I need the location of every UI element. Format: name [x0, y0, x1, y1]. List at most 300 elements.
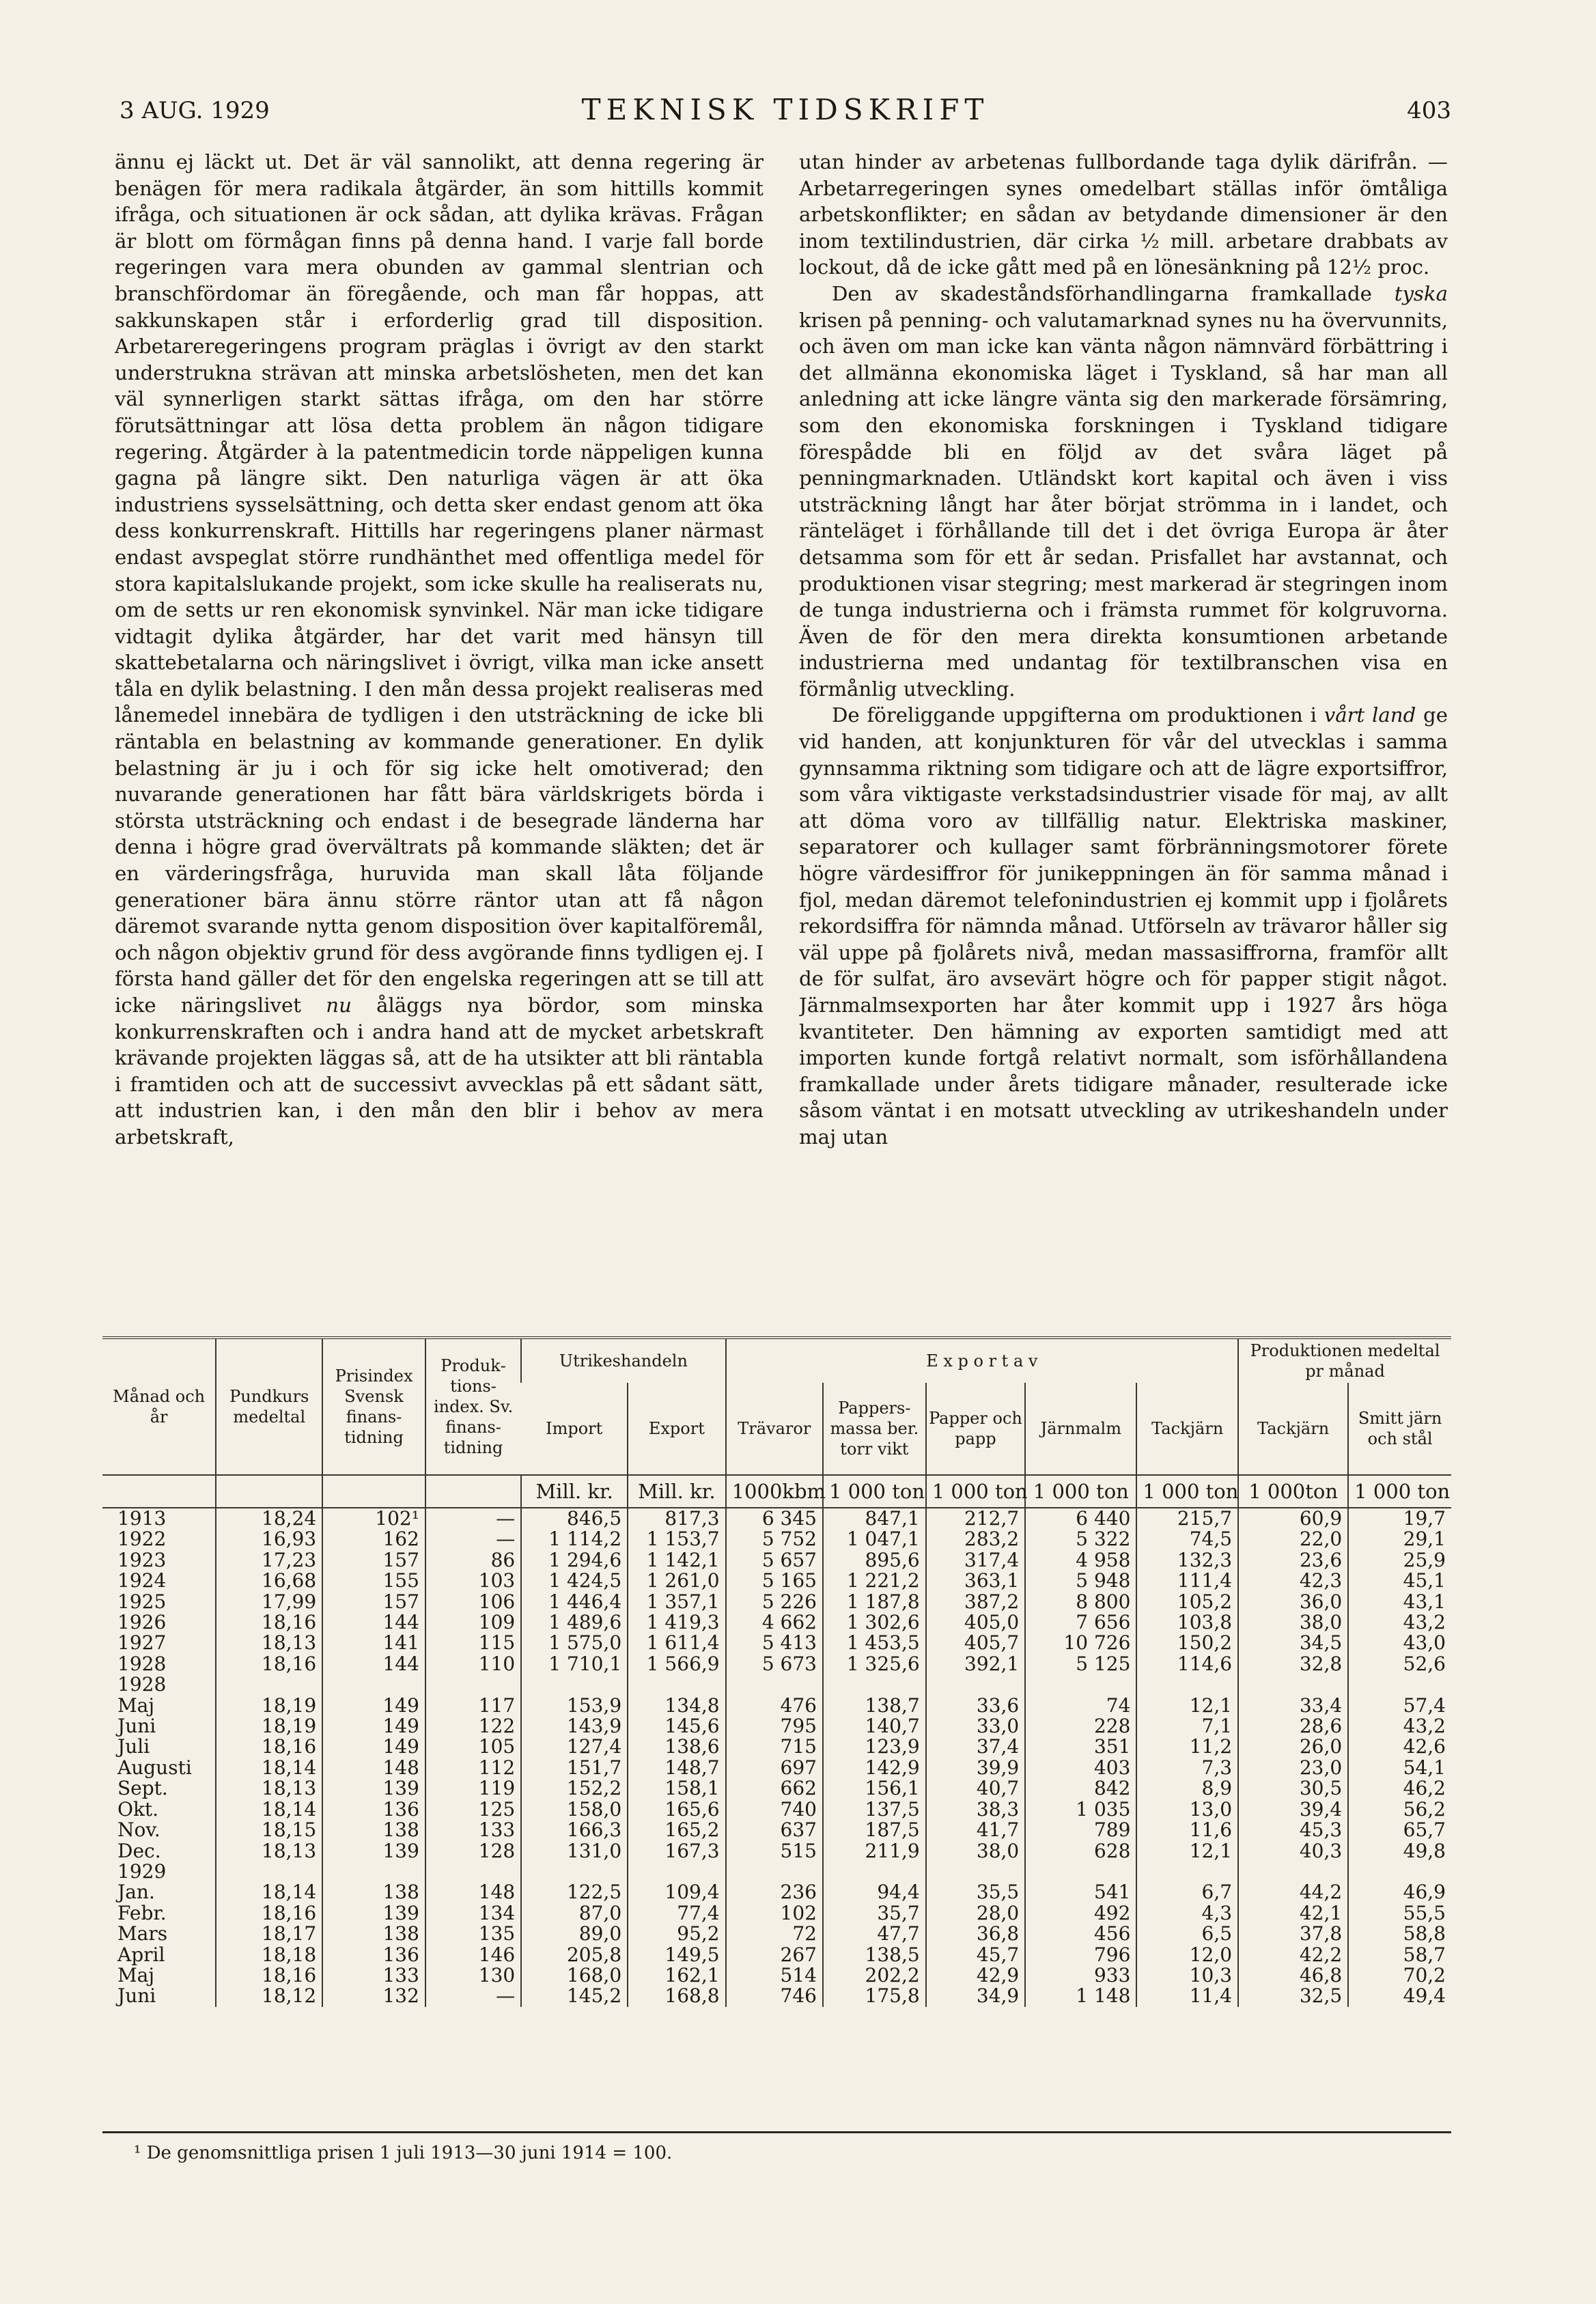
table-cell: 7,3 [1136, 1758, 1238, 1778]
table-cell: 110 [425, 1654, 521, 1674]
unit-cell [425, 1475, 521, 1508]
table-row [102, 1716, 1451, 1737]
table-body [102, 1475, 1451, 2007]
table-cell: 65,7 [1348, 1820, 1451, 1840]
table-cell: 162 [322, 1529, 425, 1549]
table-cell: 45,1 [1348, 1571, 1451, 1591]
table-cell: 7 656 [1025, 1612, 1136, 1633]
table-cell: 12,1 [1136, 1841, 1238, 1862]
table-cell: 403 [1025, 1758, 1136, 1778]
table-cell: 17,99 [216, 1592, 322, 1612]
table-cell: 42,1 [1238, 1903, 1348, 1924]
table-cell: 56,2 [1348, 1799, 1451, 1820]
row-label: 1928 [117, 1652, 167, 1675]
col-header-pundkurs: Pundkurs medeltal [216, 1339, 322, 1475]
table-cell: 18,14 [216, 1758, 322, 1778]
table-cell: 43,0 [1348, 1633, 1451, 1653]
table-cell: 43,2 [1348, 1716, 1451, 1737]
table-cell: 18,18 [216, 1945, 322, 1965]
table-cell: 228 [1025, 1716, 1136, 1737]
table-row [102, 1592, 1451, 1612]
table-cell: 18,24 [216, 1508, 322, 1529]
statistics-table-wrap [102, 1336, 1451, 2133]
right-p3-a: De föreliggande uppgifterna om produktionen i [832, 703, 1317, 727]
table-cell: 5 322 [1025, 1529, 1136, 1549]
table-cell: 33,0 [926, 1716, 1026, 1737]
table-cell: — [425, 1529, 521, 1549]
table-cell: 138,5 [823, 1945, 926, 1965]
row-label: Dec. [117, 1839, 161, 1862]
table-row [102, 1882, 1451, 1902]
table-cell [726, 1674, 823, 1695]
table-cell: 1 489,6 [521, 1612, 628, 1633]
table-cell: 137,5 [823, 1799, 926, 1820]
row-label: Augusti [117, 1756, 192, 1779]
table-cell: 45,7 [926, 1945, 1026, 1965]
table-cell: 54,1 [1348, 1758, 1451, 1778]
table-cell: 145,2 [521, 1986, 628, 2006]
table-cell [216, 1674, 322, 1695]
row-label: Febr. [117, 1901, 167, 1924]
table-cell: 1 142,1 [628, 1550, 725, 1571]
unit-cell: 1 000 ton [1136, 1475, 1238, 1508]
row-label: Mars [117, 1922, 168, 1945]
row-label: Jan. [117, 1881, 155, 1904]
table-cell: 387,2 [926, 1592, 1026, 1612]
table-cell: 23,0 [1238, 1758, 1348, 1778]
col-header-export-av: E x p o r t a v [726, 1339, 1238, 1383]
table-cell: 637 [726, 1820, 823, 1840]
table-cell: 18,16 [216, 1612, 322, 1633]
table-row [102, 1529, 1451, 1549]
table-cell: 8 800 [1025, 1592, 1136, 1612]
table-cell: 5 673 [726, 1654, 823, 1674]
table-cell: 142,9 [823, 1758, 926, 1778]
table-row [102, 1862, 1451, 1882]
row-label: 1924 [117, 1569, 167, 1592]
table-cell: 5 948 [1025, 1571, 1136, 1591]
table-cell: 102¹ [322, 1508, 425, 1529]
table-cell [322, 1862, 425, 1882]
row-label: 1927 [117, 1631, 167, 1655]
page-header [120, 93, 1451, 134]
table-cell: 41,7 [926, 1820, 1026, 1840]
table-cell: 1 575,0 [521, 1633, 628, 1653]
table-cell: 19,7 [1348, 1508, 1451, 1529]
table-cell: 114,6 [1136, 1654, 1238, 1674]
table-cell: 11,6 [1136, 1820, 1238, 1840]
table-cell [1348, 1674, 1451, 1695]
table-cell: 740 [726, 1799, 823, 1820]
table-cell [926, 1674, 1026, 1695]
table-cell: 33,4 [1238, 1696, 1348, 1716]
right-paragraph-3 [799, 702, 1448, 1150]
table-cell: — [425, 1508, 521, 1529]
row-label: Nov. [117, 1818, 160, 1842]
table-cell: 140,7 [823, 1716, 926, 1737]
table-cell: 26,0 [1238, 1737, 1348, 1757]
table-cell: 10 726 [1025, 1633, 1136, 1653]
right-p3-em: vårt land [1324, 703, 1416, 727]
table-cell: 12,1 [1136, 1696, 1238, 1716]
table-cell: 22,0 [1238, 1529, 1348, 1549]
table-cell: 4 958 [1025, 1550, 1136, 1571]
table-cell [1238, 1862, 1348, 1882]
table-cell: 49,4 [1348, 1986, 1451, 2006]
table-cell: 70,2 [1348, 1965, 1451, 1986]
table-cell [628, 1674, 725, 1695]
table-cell: 111,4 [1136, 1571, 1238, 1591]
table-cell: 57,4 [1348, 1696, 1451, 1716]
row-label: 1925 [117, 1590, 167, 1613]
table-cell: 117 [425, 1696, 521, 1716]
row-label: 1923 [117, 1548, 167, 1571]
table-cell: 18,16 [216, 1737, 322, 1757]
col-header-tackjarn: Tackjärn [1136, 1383, 1238, 1475]
table-cell: 144 [322, 1612, 425, 1633]
table-row [102, 1633, 1451, 1653]
table-cell: 215,7 [1136, 1508, 1238, 1529]
table-row [102, 1820, 1451, 1840]
table-cell: 152,2 [521, 1778, 628, 1799]
table-cell: 1 302,6 [823, 1612, 926, 1633]
table-cell: 132 [322, 1986, 425, 2006]
unit-cell: 1 000 ton [1348, 1475, 1451, 1508]
table-cell: 141 [322, 1633, 425, 1653]
table-cell: 151,7 [521, 1758, 628, 1778]
table-cell: 134,8 [628, 1696, 725, 1716]
table-cell: 138 [322, 1820, 425, 1840]
table-cell: 153,9 [521, 1696, 628, 1716]
table-cell: 18,19 [216, 1716, 322, 1737]
table-cell: 139 [322, 1841, 425, 1862]
table-cell: 18,13 [216, 1633, 322, 1653]
table-cell: 10,3 [1136, 1965, 1238, 1986]
table-cell: 162,1 [628, 1965, 725, 1986]
row-label: Sept. [117, 1777, 168, 1800]
unit-cell: 1 000 ton [823, 1475, 926, 1508]
table-cell: 5 752 [726, 1529, 823, 1549]
table-cell [726, 1862, 823, 1882]
table-cell: 514 [726, 1965, 823, 1986]
table-cell [521, 1862, 628, 1882]
table-cell: 86 [425, 1550, 521, 1571]
right-p3-b: ge vid handen, att konjunkturen för vår del utvecklas i samma gynnsamma riktning som tidigare och att de lägre exportsiffror, som våra viktigaste verkstadsindustrier visade för maj, av allt att döma voro av tillfällig natur. Elektriska maskiner, separatorer och kullager samt förbränningsmotorer förete högre värdesiffror för junikeppningen än för samma månad i fjol, medan däremot telefonindustrien ej kommit upp i fjolårets rekordsiffra för nämnda månad. Utförseln av trävaror håller sig väl uppe på fjolårets nivå, medan massasiffrorna, framför allt de för sulfat, äro avsevärt högre och för papper stigit något. Järnmalmsexporten har åter kommit upp i 1927 års höga kvantiteter. Den hämning av exporten samtidigt med att importen kunde fortgå relativt normalt, som isförhållandena framkallade under årets tidigare månader, resulterade icke såsom väntat i en motsatt utveckling av utrikeshandeln under maj utan [799, 703, 1448, 1149]
table-cell: 13,0 [1136, 1799, 1238, 1820]
table-cell: 168,0 [521, 1965, 628, 1986]
table-cell: 4,3 [1136, 1903, 1238, 1924]
table-cell: 187,5 [823, 1820, 926, 1840]
table-cell: 1 047,1 [823, 1529, 926, 1549]
table-cell: 34,9 [926, 1986, 1026, 2006]
table-cell: 37,4 [926, 1737, 1026, 1757]
table-cell [1025, 1862, 1136, 1882]
table-cell: 122 [425, 1716, 521, 1737]
table-cell: 123,9 [823, 1737, 926, 1757]
table-cell: 1 153,7 [628, 1529, 725, 1549]
table-cell: 1 611,4 [628, 1633, 725, 1653]
table-row [102, 1799, 1451, 1820]
table-row [102, 1945, 1451, 1965]
table-cell: 39,9 [926, 1758, 1026, 1778]
table-cell: 17,23 [216, 1550, 322, 1571]
table-cell: 46,8 [1238, 1965, 1348, 1986]
table-cell: 1 446,4 [521, 1592, 628, 1612]
right-p2-a: Den av skadeståndsförhandlingarna framkallade [832, 281, 1372, 305]
unit-cell: Mill. kr. [628, 1475, 725, 1508]
table-cell: 42,9 [926, 1965, 1026, 1986]
table-cell: 158,0 [521, 1799, 628, 1820]
table-cell: 46,9 [1348, 1882, 1451, 1902]
col-header-utrikeshandeln: Utrikeshandeln [521, 1339, 725, 1383]
left-text-column [115, 149, 764, 1296]
table-cell [1136, 1674, 1238, 1695]
table-cell: 119 [425, 1778, 521, 1799]
table-cell: 139 [322, 1778, 425, 1799]
table-cell: 131,0 [521, 1841, 628, 1862]
table-cell: 130 [425, 1965, 521, 1986]
table-cell: 146 [425, 1945, 521, 1965]
table-cell: 45,3 [1238, 1820, 1348, 1840]
table-cell: 8,9 [1136, 1778, 1238, 1799]
col-header-import: Import [546, 1419, 603, 1438]
table-cell: 5 413 [726, 1633, 823, 1653]
table-cell: 37,8 [1238, 1924, 1348, 1944]
table-cell: 136 [322, 1799, 425, 1820]
table-cell: 1 035 [1025, 1799, 1136, 1820]
table-cell: 36,8 [926, 1924, 1026, 1944]
table-cell: 122,5 [521, 1882, 628, 1902]
table-cell: 541 [1025, 1882, 1136, 1902]
table-cell: 11,4 [1136, 1986, 1238, 2006]
table-cell: 6,5 [1136, 1924, 1238, 1944]
col-header-travaror: Trävaror [726, 1383, 823, 1475]
table-cell: 148 [425, 1882, 521, 1902]
table-cell: 133 [322, 1965, 425, 1986]
table-cell: 18,15 [216, 1820, 322, 1840]
table-cell: 18,13 [216, 1778, 322, 1799]
table-cell: 138 [322, 1882, 425, 1902]
table-cell: 1 453,5 [823, 1633, 926, 1653]
table-cell: 35,7 [823, 1903, 926, 1924]
table-cell: 40,3 [1238, 1841, 1348, 1862]
table-row [102, 1550, 1451, 1571]
table-cell: 148 [322, 1758, 425, 1778]
table-cell: 74,5 [1136, 1529, 1238, 1549]
table-cell: 109 [425, 1612, 521, 1633]
table-cell: — [425, 1986, 521, 2006]
table-cell: 1 357,1 [628, 1592, 725, 1612]
table-cell: 36,0 [1238, 1592, 1348, 1612]
table-cell: 72 [726, 1924, 823, 1944]
table-cell: 18,14 [216, 1882, 322, 1902]
table-cell: 1 710,1 [521, 1654, 628, 1674]
unit-cell: Mill. kr. [521, 1475, 628, 1508]
table-cell: 5 657 [726, 1550, 823, 1571]
table-cell: 165,6 [628, 1799, 725, 1820]
table-cell: 205,8 [521, 1945, 628, 1965]
table-cell: 715 [726, 1737, 823, 1757]
row-label: 1929 [117, 1859, 167, 1883]
table-cell: 1 221,2 [823, 1571, 926, 1591]
row-label: 1922 [117, 1528, 167, 1551]
table-cell: 5 125 [1025, 1654, 1136, 1674]
left-text-a: ännu ej läckt ut. Det är väl sannolikt, att denna regering är benägen för mera radikala åtgärder, än som hittills kommit ifråga, och situationen är ock sådan, att dylika krävas. Frågan är blott om förmågan finns på denna hand. I varje fall borde regeringen vara mera obunden av gammal slentrian och branschfördomar än föregående, och man får hoppas, att sakkunskapen står i erforderlig grad till disposition. Arbetareregeringens program präglas i övrigt av den starkt understrukna strävan att minska arbetslösheten, men det kan väl synnerligen starkt sättas ifråga, om den har större förutsättningar att lösa detta problem än någon tidigare regering. Åtgärder à la patentmedicin torde näppeligen kunna gagna på längre sikt. Den naturliga vägen är att öka industriens sysselsättning, och detta sker endast genom att öka dess konkurrenskraft. Hittills har regeringens planer närmast endast avspeglat större rundhänthet med offentliga medel för stora kapitalslukande projekt, som icke skulle ha realiserats nu, om de setts ur ren ekonomisk synvinkel. När man icke tidigare vidtagit dylika åtgärder, har det varit med hänsyn till skattebetalarna och näringslivet i övrigt, vilka man icke ansett tåla en dylik belastning. I den mån dessa projekt realiseras med lånemedel innebära de tydligen i den utsträckning de icke bli räntabla en belastning av kommande generationer. En dylik belastning är ju i och för sig icke helt omotiverad; den nuvarande generationen har fått bära världskrigets börda i största utsträckning och endast i de besegrade länderna har denna i högre grad övervältrats på kommande släkten; det är en värderingsfråga, huruvida man skall låta följande generationer bära ännu större räntor utan att få någon däremot svarande nytta genom disposition över kapitalföremål, och någon objektiv grund för dess avgörande finns tydligen ej. I första hand gäller det för den engelska regeringen att se till att icke näringslivet [115, 150, 764, 1017]
table-cell: 128 [425, 1841, 521, 1862]
table-cell [1136, 1862, 1238, 1882]
table-cell: 149 [322, 1696, 425, 1716]
table-cell [322, 1674, 425, 1695]
table-cell: 1 566,9 [628, 1654, 725, 1674]
table-cell [1238, 1674, 1348, 1695]
table-cell: 34,5 [1238, 1633, 1348, 1653]
table-cell: 115 [425, 1633, 521, 1653]
table-cell: 175,8 [823, 1986, 926, 2006]
table-cell: 168,8 [628, 1986, 725, 2006]
table-cell: 30,5 [1238, 1778, 1348, 1799]
table-cell: 138,6 [628, 1737, 725, 1757]
table-row [102, 1612, 1451, 1633]
unit-cell: 1 000 ton [1025, 1475, 1136, 1508]
table-cell: 134 [425, 1903, 521, 1924]
table-cell: 106 [425, 1592, 521, 1612]
table-cell: 60,9 [1238, 1508, 1348, 1529]
table-row [102, 1778, 1451, 1799]
unit-cell: 1000kbm [726, 1475, 823, 1508]
table-cell: 18,19 [216, 1696, 322, 1716]
table-cell: 789 [1025, 1820, 1136, 1840]
table-cell: 746 [726, 1986, 823, 2006]
table-cell: 167,3 [628, 1841, 725, 1862]
table-cell [823, 1674, 926, 1695]
table-cell [823, 1862, 926, 1882]
table-cell: 795 [726, 1716, 823, 1737]
table-cell: 148,7 [628, 1758, 725, 1778]
table-cell: 29,1 [1348, 1529, 1451, 1549]
table-cell: 236 [726, 1882, 823, 1902]
table-cell: 157 [322, 1592, 425, 1612]
table-cell: 18,13 [216, 1841, 322, 1862]
table-cell: 109,4 [628, 1882, 725, 1902]
table-cell: 42,3 [1238, 1571, 1348, 1591]
table-cell: 1 419,3 [628, 1612, 725, 1633]
table-cell: 1 294,6 [521, 1550, 628, 1571]
table-row [102, 1654, 1451, 1674]
table-cell: 628 [1025, 1841, 1136, 1862]
left-text-em: nu [326, 994, 352, 1017]
table-cell: 6,7 [1136, 1882, 1238, 1902]
table-cell: 89,0 [521, 1924, 628, 1944]
table-cell: 476 [726, 1696, 823, 1716]
table-cell: 157 [322, 1550, 425, 1571]
table-cell: 47,7 [823, 1924, 926, 1944]
unit-cell: 1 000ton [1238, 1475, 1348, 1508]
table-cell: 16,68 [216, 1571, 322, 1591]
table-cell: 18,16 [216, 1965, 322, 1986]
table-cell [216, 1862, 322, 1882]
table-cell: 817,3 [628, 1508, 725, 1529]
table-cell: 155 [322, 1571, 425, 1591]
left-text-b: åläggs nya bördor, som minska konkurrenskraften och i andra hand att de mycket arbetskraft krävande projekten läggas så, att de ha utsikter att bli räntabla i framtiden och att de successivt avvecklas på ett sådant sätt, att industrien kan, i den mån den blir i behov av mera arbetskraft, [115, 994, 764, 1149]
table-cell: 456 [1025, 1924, 1136, 1944]
table-cell: 132,3 [1136, 1550, 1238, 1571]
journal-title: TEKNISK TIDSKRIFT [581, 93, 990, 126]
table-cell: 211,9 [823, 1841, 926, 1862]
table-cell: 933 [1025, 1965, 1136, 1986]
table-cell: 317,4 [926, 1550, 1026, 1571]
table-cell: 6 440 [1025, 1508, 1136, 1529]
table-cell: 18,17 [216, 1924, 322, 1944]
right-paragraph-1: utan hinder av arbetenas fullbordande taga dylik därifrån. — Arbetarregeringen synes omedelbart ställas inför ömtåliga arbetskonflikter; en sådan av betydande dimensioner är den inom textilindustrien, där cirka ½ mill. arbetare drabbats av lockout, då de icke gått med på en lönesänkning på 12½ proc. [799, 150, 1448, 279]
table-cell: 28,6 [1238, 1716, 1348, 1737]
table-cell: 12,0 [1136, 1945, 1238, 1965]
col-header-month: Månad och år [113, 1387, 206, 1427]
table-cell: 39,4 [1238, 1799, 1348, 1820]
table-cell: 895,6 [823, 1550, 926, 1571]
table-cell: 55,5 [1348, 1903, 1451, 1924]
table-cell: 38,0 [926, 1841, 1026, 1862]
right-paragraph-2 [799, 281, 1448, 703]
table-cell: 166,3 [521, 1820, 628, 1840]
table-cell: 515 [726, 1841, 823, 1862]
table-row [102, 1674, 1451, 1695]
units-row [102, 1475, 1451, 1508]
table-cell: 149 [322, 1716, 425, 1737]
row-label: Juli [117, 1735, 150, 1758]
table-cell: 18,12 [216, 1986, 322, 2006]
col-header-pappersmassa: Pappersmassa ber. torr vikt [823, 1383, 926, 1475]
table-cell: 149 [322, 1737, 425, 1757]
col-header-export: Export [628, 1383, 725, 1475]
table-row [102, 1986, 1451, 2006]
table-cell: 796 [1025, 1945, 1136, 1965]
table-row [102, 1965, 1451, 1986]
row-label: Okt. [117, 1797, 159, 1821]
table-row [102, 1737, 1451, 1757]
table-cell: 1 261,0 [628, 1571, 725, 1591]
table-cell: 18,16 [216, 1654, 322, 1674]
table-cell: 1 187,8 [823, 1592, 926, 1612]
table-cell: 5 226 [726, 1592, 823, 1612]
unit-cell [102, 1475, 216, 1508]
table-row [102, 1903, 1451, 1924]
footnote: ¹ De genomsnittliga prisen 1 juli 1913—30 juni 1914 = 100. [134, 2143, 673, 2163]
unit-cell [216, 1475, 322, 1508]
statistics-table [102, 1339, 1451, 2007]
table-cell: 138,7 [823, 1696, 926, 1716]
row-label: 1928 [117, 1673, 167, 1696]
table-cell: 32,5 [1238, 1986, 1348, 2006]
table-cell: 6 345 [726, 1508, 823, 1529]
table-cell: 351 [1025, 1737, 1136, 1757]
table-cell [1025, 1674, 1136, 1695]
table-cell: 77,4 [628, 1903, 725, 1924]
table-cell: 46,2 [1348, 1778, 1451, 1799]
table-cell: 144 [322, 1654, 425, 1674]
table-cell: 202,2 [823, 1965, 926, 1986]
table-cell: 150,2 [1136, 1633, 1238, 1653]
table-cell: 1 148 [1025, 1986, 1136, 2006]
table-cell: 42,6 [1348, 1737, 1451, 1757]
table-cell: 158,1 [628, 1778, 725, 1799]
table-cell: 25,9 [1348, 1550, 1451, 1571]
col-header-produktionsindex: Produktionsindex. Sv. finanstidning [425, 1339, 521, 1475]
right-p2-em: tyska [1394, 281, 1448, 305]
table-cell: 7,1 [1136, 1716, 1238, 1737]
table-cell: 33,6 [926, 1696, 1026, 1716]
row-label: April [117, 1943, 165, 1966]
table-cell [1348, 1862, 1451, 1882]
